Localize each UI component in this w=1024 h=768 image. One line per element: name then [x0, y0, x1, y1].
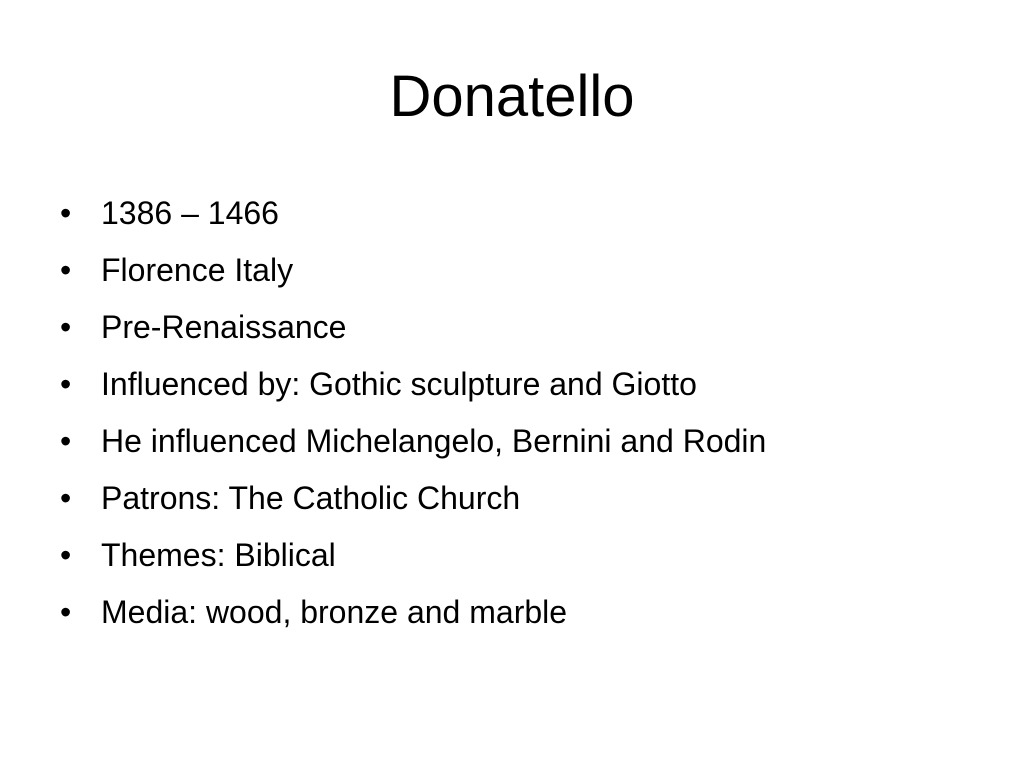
bullet-icon: • — [60, 366, 72, 402]
bullet-icon: • — [60, 537, 72, 573]
bullet-icon: • — [60, 309, 72, 345]
bullet-icon: • — [60, 195, 72, 231]
bullet-item — [60, 470, 766, 527]
bullet-list — [60, 185, 766, 641]
bullet-text: Pre-Renaissance — [101, 309, 347, 345]
bullet-text: 1386 – 1466 — [101, 195, 279, 231]
slide-title: Donatello — [389, 64, 635, 129]
bullet-text: He influenced Michelangelo, Bernini and Rodin — [101, 423, 767, 459]
bullet-text: Influenced by: Gothic sculpture and Giotto — [101, 366, 697, 402]
bullet-item — [60, 527, 766, 584]
bullet-icon: • — [60, 423, 72, 459]
bullet-text: Florence Italy — [101, 252, 294, 288]
bullet-icon: • — [60, 480, 72, 516]
bullet-text: Patrons: The Catholic Church — [101, 480, 521, 516]
bullet-item — [60, 185, 766, 242]
bullet-icon: • — [60, 594, 72, 630]
bullet-icon: • — [60, 252, 72, 288]
bullet-item — [60, 413, 766, 470]
bullet-item — [60, 299, 766, 356]
bullet-item — [60, 584, 766, 641]
bullet-text: Themes: Biblical — [101, 537, 336, 573]
bullet-item — [60, 242, 766, 299]
bullet-item — [60, 356, 766, 413]
bullet-text: Media: wood, bronze and marble — [101, 594, 568, 630]
